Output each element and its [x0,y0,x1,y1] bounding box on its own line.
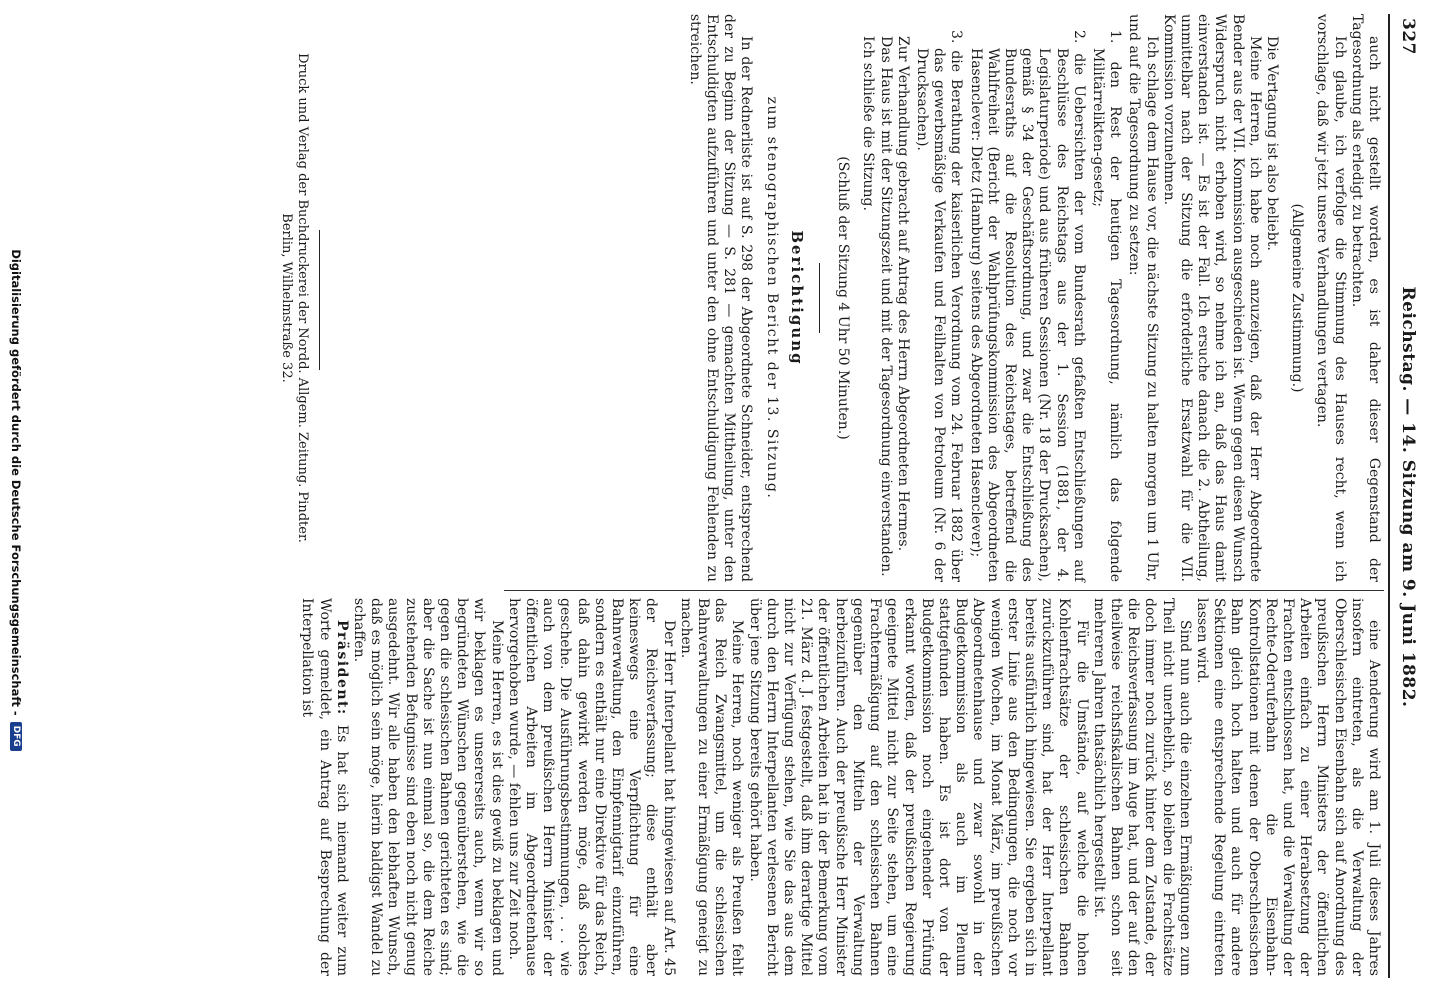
page-number: 327 [1398,18,1418,55]
paragraph: Ich glaube, ich verfolge die Stimmung des Hauses recht, wenn ich vorschlage, daß wir jetzt unsere Verhandlungen vertagen. [1314,14,1348,582]
paragraph: Ich schließe die Sitzung. [860,36,877,211]
digitization-text: Digitalisierung gefördert durch die Deutsche Forschungsgemeinschaft - [9,249,23,716]
printer-imprint [278,14,310,582]
correction-heading: Berichtigung [787,230,806,366]
page-header [1392,18,1418,976]
imprint-line-2: Berlin, Wilhelmstraße 32. [279,213,294,383]
paragraph: Die Vertagung ist also beliebt. [1263,36,1280,251]
dfg-logo: DFG [10,722,22,751]
page-title: Reichstag. — 14. Sitzung am 9. Juni 1882. [1398,286,1418,708]
paragraph: eine Aenderung wird am 1. Juli dieses Jahres insofern eintreten, als die Verwaltung der Oberschlesischen Eisenbahn sich auf Anordnung des preußischen Herrn Ministers der öffentlichen Arbeiten einfach zu einer Herabsetzung der Frachten entschlossen hat, und die Verwaltung der Rechte-Oderuferbahn die Eisenbahn-Kontrollstationen mit denen der Oberschlesischen Bahn gleich hoch halten und auch für andere Sektionen eine entsprechende Regelung eintreten lassen wird. [1193,598,1382,976]
column-divider [504,590,1384,591]
paragraph: Zur Verhandlung gebracht auf Antrag des Herrn Abgeordneten Hermes. [894,36,911,552]
right-column [686,14,1382,582]
paragraph: Meine Herren, es ist dies gewiß zu beklagen und wir beklagen es unsererseits auch, wenn wir so begründeten Wünschen gegenüberstehen, wie die gegen die schlesischen Bahnen gerichteten es sind; aber die Sache ist nun einmal so, die dem Reiche zustehenden Befugnisse sind eben noch nicht genug ausgedehnt. Wir alle haben den lebhaften Wunsch, daß es möglich sein möge, hierin baldigst Wandel zu schaffen. [351,598,505,976]
paragraph: Für die Umstände, auf welche die hohen Kohlenfrachtsätze der schlesischen Bahnen zurückzuführen sind, hat der Herr Interpellant bereits ausführlich hingewiesen. Sie ergeben sich in erster Linie aus den Bedingungen, die noch vor wenigen Wochen, im Monat März, im preußischen Abgeordnetenhause und zwar sowohl in der Budgetkommission als auch im Plenum stattgefunden haben. Es ist dort von der Budgetkommission noch eingehender Prüfung erkannt worden, daß der preußischen Regierung geeignete Mittel nicht zur Seite stehen, um eine Frachtermäßigung auf den schlesischen Bahnen gegenüber den Mitteln der Verwaltung herbeizuführen. Auch der preußische Herr Minister der öffentlichen Arbeiten hat in der Bemerkung vom 21. März d. J. festgestellt, daß ihm derartige Mittel nicht zur Verfügung stehen, wie Sie das aus dem durch den Herrn Interpellanten verlesenen Bericht über jene Sitzung bereits gehört haben. [746,598,1090,976]
paragraph [298,598,350,976]
footer-rule [319,230,320,370]
imprint-line-1: Druck und Verlag der Buchdruckerei der Nordd. Allgem. Zeitung. Pindter. [295,53,310,543]
paragraph: auch nicht gestellt worden, es ist daher dieser Gegenstand der Tagesordnung als erledigt zu betrachten. [1348,14,1382,582]
agenda-item-2: 2. die Uebersichten der vom Bundesrath gefaßten Entschließungen auf Beschlüsse des Reichstags aus der 1. Session (1881, der 4. Legislaturperiode) und aus früheren Sessionen (Nr. 18 der Drucksachen), gemäß § 34 der Geschäftsordnung, und zwar die Entschließung des Bundesraths auf die Resolution des Reichstages, betreffend die Wahlfreiheit (Bericht der Wahlprüfungskommission des Abgeordneten Hasenclever: Dietz (Hamburg) seitens des Abgeordneten Hasenclever); [967,30,1087,582]
section-rule [819,263,820,333]
digitization-note [4,0,28,1000]
agreement-note: (Allgemeine Zustimmung.) [1289,203,1306,393]
paragraph: Meine Herren, ich habe noch anzuzeigen, daß der Herr Abgeordnete Bender aus der VII. Kommission ausgeschieden ist. Wenn gegen diesen Wunsch Widerspruch nicht erhoben wird, so nehme ich an, daß das Haus damit einverstanden ist. — Es ist der Fall. Ich ersuche danach die 2. Abtheilung, unmittelbar nach der Sitzung die erforderliche Ersatzwahl für die VII. Kommission vorzunehmen. [1160,14,1263,582]
session-close-note: (Schluß der Sitzung 4 Uhr 50 Minuten.) [835,156,852,440]
paragraph: Der Herr Interpellant hat hingewiesen auf Art. 45 der Reichsverfassung; diese enthält aber keineswegs eine Verpflichtung für eine Bahnverwaltung, den Einpfennigtarif einzuführen, sondern es enthält nur eine Direktive für das Reich, daß dahin gewirkt werden möge, daß solches geschehe. Die Ausführungsbestimmungen, . . . wie auch von dem preußischen Herrn Minister der öffentlichen Arbeiten im Abgeordnetenhause hervorgehoben wurde, — fehlen uns zur Zeit noch. [505,598,677,976]
paragraph: Ich schlage dem Hause vor, die nächste Sitzung zu halten morgen um 1 Uhr, und auf die Tagesordnung zu setzen: [1126,14,1160,582]
paragraph: Meine Herren, noch weniger als Preußen fehlt das Reich Zwangsmittel, um die schlesischen Bahnverwaltungen zu einer Ermäßigung geneigt zu machen. [677,598,746,976]
speaker-text: Es hat sich niemand weiter zum Worte gemeldet, ein Antrag auf Besprechung der Interpellation ist [299,598,350,977]
correction-text: In der Rednerliste ist auf S. 298 der Abgeordnete Schneider, entsprechend der zu Beginn der Sitzung — S. 281 — gemachten Mittheilung, unter den Entschuldigten aufzuführen und unter den ohne Entschuldigung Fehlenden zu streichen. [686,14,755,582]
correction-subheading: zum stenographischen Bericht der 13. Sitzung. [763,96,780,500]
paragraph: Sind nun auch die einzelnen Ermäßigungen zum Theil nicht unerheblich, so bleiben die Frachtsätze doch immer noch zurück hinter dem Zustande, der die Reichsverfassung im Auge hat, und der auf den theilweise reichsfiskalischen Bahnen schon seit mehreren Jahren thatsächlich hergestellt ist. [1090,598,1193,976]
paragraph: Das Haus ist mit der Sitzungszeit und mit der Tagesordnung einverstanden. [877,36,894,577]
agenda-item-3: 3. die Berathung der kaiserlichen Verordnung vom 24. Februar 1882 über das gewerbsmäßige Verkaufen und Feilhalten von Petroleum (Nr. 6 der Drucksachen). [913,30,965,582]
left-column [298,598,1382,976]
header-rule [1388,14,1390,978]
speaker-label: Präsident: [333,620,350,716]
agenda-item-1: 1. den Rest der heutigen Tagesordnung, nämlich das folgende Militärrelikten-gesetz; [1089,30,1124,582]
